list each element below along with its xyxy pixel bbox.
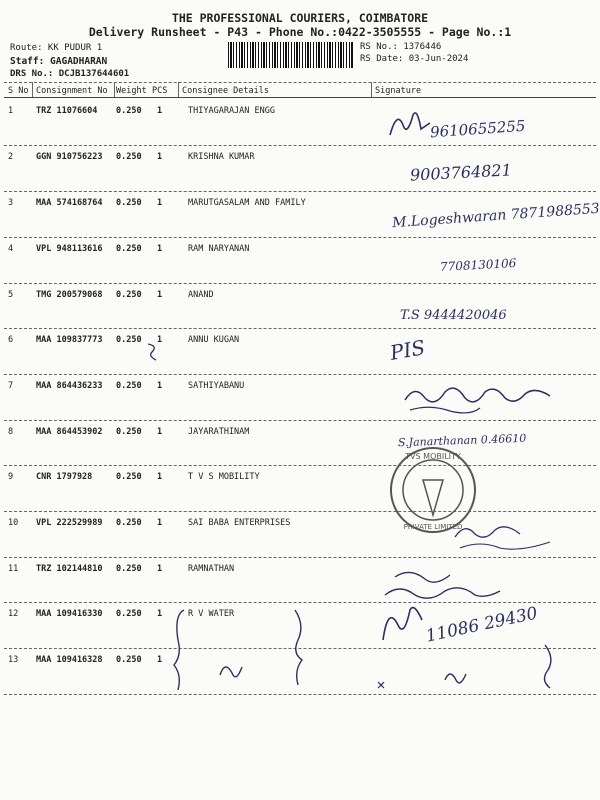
row-pcs: 1 (157, 290, 163, 300)
rs-number: RS No.: 1376446 (360, 42, 442, 52)
row-consignee: T V S MOBILITY (188, 472, 260, 482)
signature-row-4: 7708130106 (439, 256, 517, 274)
row-consignment: MAA 864453902 (36, 427, 103, 437)
col-signature: Signature (375, 86, 422, 96)
row-pcs: 1 (157, 381, 163, 391)
col-pcs: PCS (152, 86, 168, 96)
row-weight: 0.250 (116, 244, 142, 254)
row-pcs: 1 (157, 335, 163, 345)
signature-row-6: PIS (388, 335, 427, 365)
row-consignment: CNR 1797928 (36, 472, 93, 482)
signature-scribble-7 (400, 378, 560, 416)
row-weight: 0.250 (116, 198, 142, 208)
row-pcs: 1 (157, 609, 163, 619)
svg-text:TVS MOBILITY: TVS MOBILITY (405, 452, 461, 461)
row-consignment: MAA 574168764 (36, 198, 103, 208)
row-pcs: 1 (157, 427, 163, 437)
signature-scribble-10 (450, 512, 560, 552)
row-weight: 0.250 (116, 290, 142, 300)
header-divider (4, 97, 596, 98)
row-sno: 13 (8, 655, 19, 665)
signature-row-2: 9003764821 (409, 160, 513, 185)
row-consignee: SATHIYABANU (188, 381, 245, 391)
row-consignee: RAMNATHAN (188, 564, 235, 574)
row-sno: 12 (8, 609, 19, 619)
row-consignee: SAI BABA ENTERPRISES (188, 518, 291, 528)
row-consignee: KRISHNA KUMAR (188, 152, 255, 162)
row-pcs: 1 (157, 106, 163, 116)
drs-number: DRS No.: DCJB137644601 (10, 69, 130, 79)
signature-scribble-11 (375, 565, 505, 605)
row-consignment: MAA 109837773 (36, 335, 103, 345)
row-consignee: R V WATER (188, 609, 235, 619)
row-weight: 0.250 (116, 106, 142, 116)
signature-scribble-12 (378, 600, 428, 645)
row-pcs: 1 (157, 518, 163, 528)
row-sno: 7 (8, 381, 14, 391)
row-pcs: 1 (157, 244, 163, 254)
row-weight: 0.250 (116, 518, 142, 528)
svg-text:PRIVATE LIMITED: PRIVATE LIMITED (403, 523, 463, 531)
row-pcs: 1 (157, 152, 163, 162)
row-weight: 0.250 (116, 655, 142, 665)
col-consignment: Consignment No (36, 86, 108, 96)
row-pcs: 1 (157, 564, 163, 574)
row-weight: 0.250 (116, 472, 142, 482)
row-consignment: TRZ 102144810 (36, 564, 103, 574)
row-consignment: TRZ 11076604 (36, 106, 98, 116)
signature-row-5: T.S 9444420046 (400, 308, 507, 323)
row-sno: 6 (8, 335, 14, 345)
row-consignee: THIYAGARAJAN ENGG (188, 106, 275, 116)
route-label: Route: KK PUDUR 1 (10, 43, 103, 53)
row-consignee: JAYARATHINAM (188, 427, 250, 437)
signature-row-8: S.Janarthanan 0.46610 (397, 431, 527, 450)
row-weight: 0.250 (116, 335, 142, 345)
signature-scribble-1 (385, 105, 435, 141)
row-weight: 0.250 (116, 609, 142, 619)
rs-date: RS Date: 03-Jun-2024 (360, 54, 469, 64)
row-sno: 10 (8, 518, 19, 528)
row-consignment: VPL 948113616 (36, 244, 103, 254)
row-consignee: MARUTGASALAM AND FAMILY (188, 198, 306, 208)
col-consignee: Consignee Details (182, 86, 269, 96)
row-consignee: RAM NARYANAN (188, 244, 250, 254)
barcode (228, 42, 354, 68)
row-weight: 0.250 (116, 564, 142, 574)
row-consignment: MAA 109416328 (36, 655, 103, 665)
row-pcs: 1 (157, 472, 163, 482)
row-sno: 1 (8, 106, 14, 116)
row-sno: 4 (8, 244, 14, 254)
staff-label: Staff: GAGADHARAN (10, 56, 108, 67)
row-consignment: TMG 200579068 (36, 290, 103, 300)
row-consignment: MAA 109416330 (36, 609, 103, 619)
row-consignee: ANNU KUGAN (188, 335, 240, 345)
row-sno: 5 (8, 290, 14, 300)
runsheet-title: Delivery Runsheet - P43 - Phone No.:0422-3505555 - Page No.:1 (88, 25, 512, 39)
col-weight: Weight (116, 86, 147, 96)
row-consignment: MAA 864436233 (36, 381, 103, 391)
signature-row-1: 9610655255 (429, 116, 526, 142)
row-sno: 8 (8, 427, 14, 437)
row-weight: 0.250 (116, 427, 142, 437)
tick-mark (144, 340, 164, 365)
table-top-border (4, 82, 596, 83)
brace-marks (170, 605, 310, 695)
company-title: THE PROFESSIONAL COURIERS, COIMBATORE (171, 11, 429, 25)
row-pcs: 1 (157, 655, 163, 665)
col-sno: S No (8, 86, 29, 96)
row-sno: 9 (8, 472, 14, 482)
row-sno: 2 (8, 152, 14, 162)
row-consignment: GGN 910756223 (36, 152, 103, 162)
row-weight: 0.250 (116, 381, 142, 391)
row-pcs: 1 (157, 198, 163, 208)
row-sno: 11 (8, 564, 19, 574)
row-consignment: VPL 222529989 (36, 518, 103, 528)
row-sno: 3 (8, 198, 14, 208)
signature-row-3: M.Logeshwaran 7871988553 (391, 200, 600, 232)
signature-row-12: 11086 29430 (424, 603, 540, 647)
row-weight: 0.250 (116, 152, 142, 162)
row-consignee: ANAND (188, 290, 214, 300)
right-brace-marks (370, 640, 560, 700)
